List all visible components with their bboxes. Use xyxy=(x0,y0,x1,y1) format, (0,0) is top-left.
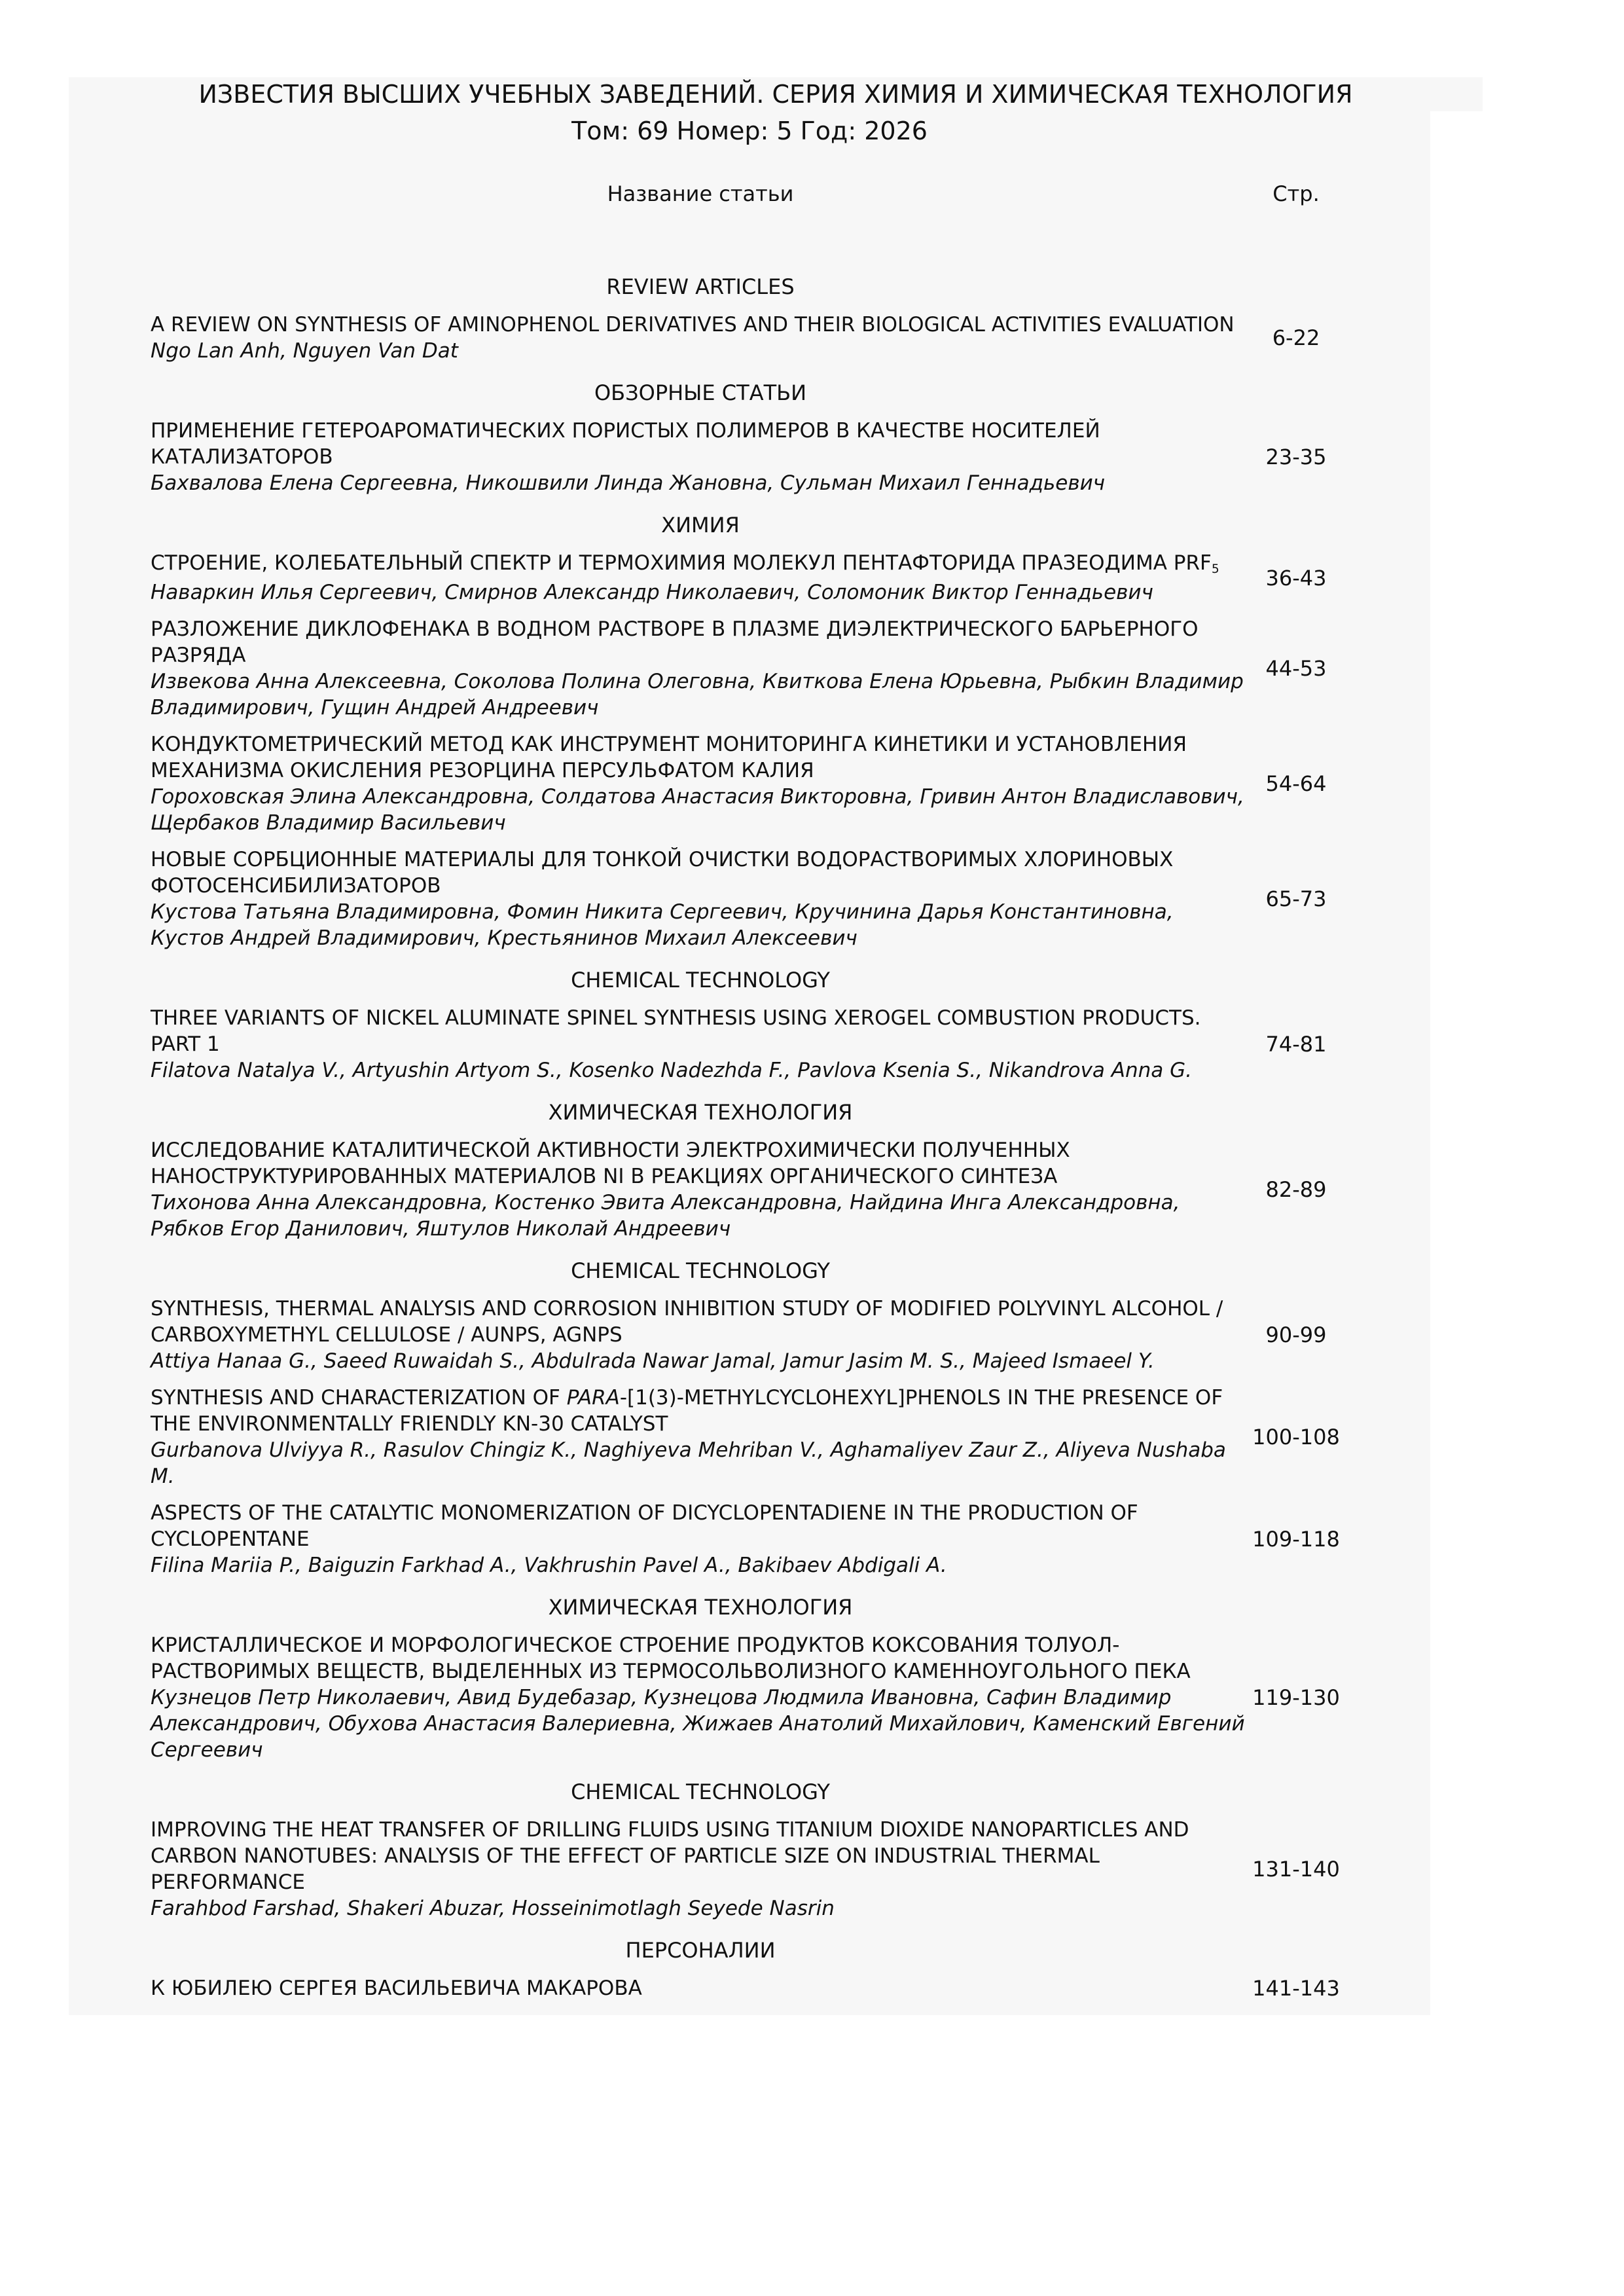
article-text xyxy=(151,1817,1250,1922)
article-authors: Извекова Анна Алексеевна, Соколова Полина Олеговна, Квиткова Елена Юрьевна, Рыбкин Владимир Владимирович, Гущин Андрей Андреевич xyxy=(151,670,1244,720)
article-pages: 54-64 xyxy=(1265,771,1327,796)
article-pages: 119-130 xyxy=(1252,1685,1340,1710)
section-heading: CHEMICAL TECHNOLOGY xyxy=(571,1258,830,1283)
article-pages: 65-73 xyxy=(1265,886,1327,911)
article-entry[interactable] xyxy=(151,1975,1342,2001)
article-title[interactable] xyxy=(151,550,1250,579)
article-pages: 131-140 xyxy=(1252,1857,1340,1882)
article-authors: Кузнецов Петр Николаевич, Авид Будебазар, Кузнецова Людмила Ивановна, Сафин Владимир Александрович, Обухова Анастасия Валериевна, Жижаев Анатолий Михайлович, Каменский Евгений Сергеевич xyxy=(151,1686,1245,1762)
section-heading: REVIEW ARTICLES xyxy=(606,274,795,299)
article-pages: 141-143 xyxy=(1252,1976,1340,2001)
article-authors: Gurbanova Ulviyya R., Rasulov Chingiz K., Naghiyeva Mehriban V., Aghamaliyev Zaur Z., Aliyeva Nushaba M. xyxy=(151,1438,1226,1488)
article-entry[interactable] xyxy=(151,1500,1342,1578)
article-title-text: КОНДУКТОМЕТРИЧЕСКИЙ МЕТОД КАК ИНСТРУМЕНТ МОНИТОРИНГА КИНЕТИКИ И УСТАНОВЛЕНИЯ МЕХАНИЗМА ОКИСЛЕНИЯ РЕЗОРЦИНА ПЕРСУЛЬФАТОМ КАЛИЯ xyxy=(151,733,1187,782)
article-text xyxy=(151,418,1250,496)
article-title-text: SYNTHESIS, THERMAL ANALYSIS AND CORROSION INHIBITION STUDY OF MODIFIED POLYVINYL ALCOHOL / CARBOXYMETHYL CELLULOSE / AUNPS, AGNPS xyxy=(151,1297,1223,1347)
section-heading: ХИМИЯ xyxy=(661,513,740,538)
article-entry[interactable] xyxy=(151,312,1342,364)
article-entry[interactable] xyxy=(151,1296,1342,1374)
article-pages: 82-89 xyxy=(1265,1177,1327,1202)
article-authors: Тихонова Анна Александровна, Костенко Эвита Александровна, Найдина Инга Александровна, Рябков Егор Данилович, Яштулов Николай Андреевич xyxy=(151,1191,1180,1241)
article-pages: 36-43 xyxy=(1265,565,1327,591)
article-authors: Attiya Hanaa G., Saeed Ruwaidah S., Abdulrada Nawar Jamal, Jamur Jasim M. S., Majeed Ismaeel Y. xyxy=(151,1349,1155,1373)
article-text xyxy=(151,731,1250,836)
article-entry[interactable] xyxy=(151,1137,1342,1242)
article-text xyxy=(151,1975,1250,2001)
article-text xyxy=(151,1632,1250,1763)
article-text xyxy=(151,1005,1250,1084)
article-pages: 6-22 xyxy=(1272,325,1320,350)
article-pages: 44-53 xyxy=(1265,656,1327,681)
article-title-subscript: 5 xyxy=(1211,562,1219,576)
article-title-text: THREE VARIANTS OF NICKEL ALUMINATE SPINEL SYNTHESIS USING XEROGEL COMBUSTION PRODUCTS. PART 1 xyxy=(151,1006,1201,1056)
article-entry[interactable] xyxy=(151,616,1342,721)
article-entry[interactable] xyxy=(151,418,1342,496)
article-text xyxy=(151,1137,1250,1242)
article-title[interactable] xyxy=(151,1385,1250,1437)
article-pages: 90-99 xyxy=(1265,1322,1327,1347)
article-text xyxy=(151,550,1250,606)
article-title[interactable] xyxy=(151,1975,1250,2001)
article-title[interactable] xyxy=(151,1817,1250,1895)
article-entry[interactable] xyxy=(151,1005,1342,1084)
article-authors: Farahbod Farshad, Shakeri Abuzar, Hosseinimotlagh Seyede Nasrin xyxy=(151,1897,835,1920)
article-authors: Filatova Natalya V., Artyushin Artyom S., Kosenko Nadezhda F., Pavlova Ksenia S., Nikandrova Anna G. xyxy=(151,1059,1192,1082)
article-title[interactable] xyxy=(151,1005,1250,1057)
article-title-text: ASPECTS OF THE CATALYTIC MONOMERIZATION OF DICYCLOPENTADIENE IN THE PRODUCTION OF CYCLOPENTANE xyxy=(151,1501,1138,1551)
article-entry[interactable] xyxy=(151,1385,1342,1489)
article-title-text: РАЗЛОЖЕНИЕ ДИКЛОФЕНАКА В ВОДНОМ РАСТВОРЕ В ПЛАЗМЕ ДИЭЛЕКТРИЧЕСКОГО БАРЬЕРНОГО РАЗРЯДА xyxy=(151,617,1199,667)
article-title[interactable] xyxy=(151,1137,1250,1190)
article-title-text: A REVIEW ON SYNTHESIS OF AMINOPHENOL DERIVATIVES AND THEIR BIOLOGICAL ACTIVITIES EVALUATION xyxy=(151,313,1235,337)
article-text xyxy=(151,312,1250,364)
article-title[interactable] xyxy=(151,1500,1250,1552)
article-text xyxy=(151,1385,1250,1489)
article-authors: Наваркин Илья Сергеевич, Смирнов Александр Николаевич, Соломоник Виктор Геннадьевич xyxy=(151,581,1153,604)
article-title-text: -[1(3)-METHYLCYCLOHEXYL]PHENOLS IN THE PRESENCE OF THE ENVIRONMENTALLY FRIENDLY KN-30 CATALYST xyxy=(151,1386,1223,1436)
article-title-text: СТРОЕНИЕ, КОЛЕБАТЕЛЬНЫЙ СПЕКТР И ТЕРМОХИМИЯ МОЛЕКУЛ ПЕНТАФТОРИДА ПРАЗЕОДИМА PRF xyxy=(151,551,1212,575)
article-title[interactable] xyxy=(151,616,1250,668)
column-header-page: Стр. xyxy=(1272,181,1320,206)
article-pages: 74-81 xyxy=(1265,1032,1327,1057)
article-title-text: К ЮБИЛЕЮ СЕРГЕЯ ВАСИЛЬЕВИЧА МАКАРОВА xyxy=(151,1977,642,2000)
article-text xyxy=(151,616,1250,721)
section-heading: ХИМИЧЕСКАЯ ТЕХНОЛОГИЯ xyxy=(548,1100,853,1125)
article-entry[interactable] xyxy=(151,1817,1342,1922)
table-of-contents xyxy=(151,268,1342,2012)
article-title-text: КРИСТАЛЛИЧЕСКОЕ И МОРФОЛОГИЧЕСКОЕ СТРОЕНИЕ ПРОДУКТОВ КОКСОВАНИЯ ТОЛУОЛ-РАСТВОРИМЫХ ВЕЩЕСТВ, ВЫДЕЛЕННЫХ ИЗ ТЕРМОСОЛЬВОЛИЗНОГО КАМЕННОУГОЛЬНОГО ПЕКА xyxy=(151,1633,1191,1683)
article-title[interactable] xyxy=(151,1296,1250,1348)
article-pages: 100-108 xyxy=(1252,1425,1340,1449)
article-title-text: ИССЛЕДОВАНИЕ КАТАЛИТИЧЕСКОЙ АКТИВНОСТИ ЭЛЕКТРОХИМИЧЕСКИ ПОЛУЧЕННЫХ НАНОСТРУКТУРИРОВАННЫХ МАТЕРИАЛОВ NI В РЕАКЦИЯХ ОРГАНИЧЕСКОГО СИНТЕЗА xyxy=(151,1139,1070,1188)
article-title[interactable] xyxy=(151,418,1250,470)
section-heading: CHEMICAL TECHNOLOGY xyxy=(571,968,830,993)
section-heading: ПЕРСОНАЛИИ xyxy=(625,1938,776,1963)
article-authors: Кустова Татьяна Владимировна, Фомин Никита Сергеевич, Кручинина Дарья Константиновна, Кустов Андрей Владимирович, Крестьянинов Михаил Алексеевич xyxy=(151,900,1174,950)
column-header-title: Название статьи xyxy=(607,181,794,206)
article-pages: 109-118 xyxy=(1252,1527,1340,1552)
article-entry[interactable] xyxy=(151,1632,1342,1763)
journal-title: ИЗВЕСТИЯ ВЫСШИХ УЧЕБНЫХ ЗАВЕДЕНИЙ. СЕРИЯ ХИМИЯ И ХИМИЧЕСКАЯ ТЕХНОЛОГИЯ xyxy=(198,80,1353,109)
article-entry[interactable] xyxy=(151,731,1342,836)
article-text xyxy=(151,1500,1250,1578)
article-title[interactable] xyxy=(151,1632,1250,1685)
article-text xyxy=(151,1296,1250,1374)
section-heading: CHEMICAL TECHNOLOGY xyxy=(571,1779,830,1804)
article-title[interactable] xyxy=(151,312,1250,338)
issue-info: Том: 69 Номер: 5 Год: 2026 xyxy=(571,117,928,145)
article-title-text: IMPROVING THE HEAT TRANSFER OF DRILLING FLUIDS USING TITANIUM DIOXIDE NANOPARTICLES AND CARBON NANOTUBES: ANALYSIS OF THE EFFECT OF PARTICLE SIZE ON INDUSTRIAL THERMAL PERFORMANCE xyxy=(151,1818,1189,1894)
article-entry[interactable] xyxy=(151,847,1342,951)
article-title-italic: PARA xyxy=(566,1386,620,1410)
article-title-text: ПРИМЕНЕНИЕ ГЕТЕРОАРОМАТИЧЕСКИХ ПОРИСТЫХ ПОЛИМЕРОВ В КАЧЕСТВЕ НОСИТЕЛЕЙ КАТАЛИЗАТОРОВ xyxy=(151,419,1100,469)
article-authors: Filina Mariia P., Baiguzin Farkhad A., Vakhrushin Pavel A., Bakibaev Abdigali A. xyxy=(151,1554,947,1577)
article-title[interactable] xyxy=(151,731,1250,784)
article-title[interactable] xyxy=(151,847,1250,899)
article-entry[interactable] xyxy=(151,550,1342,606)
article-text xyxy=(151,847,1250,951)
section-heading: ХИМИЧЕСКАЯ ТЕХНОЛОГИЯ xyxy=(548,1595,853,1620)
article-authors: Бахвалова Елена Сергеевна, Никошвили Линда Жановна, Сульман Михаил Геннадьевич xyxy=(151,471,1106,495)
article-authors: Гороховская Элина Александровна, Солдатова Анастасия Викторовна, Гривин Антон Владиславович, Щербаков Владимир Васильевич xyxy=(151,785,1244,835)
section-heading: ОБЗОРНЫЕ СТАТЬИ xyxy=(594,380,807,405)
article-pages: 23-35 xyxy=(1265,445,1327,469)
article-authors: Ngo Lan Anh, Nguyen Van Dat xyxy=(151,339,458,363)
article-title-prefix: SYNTHESIS AND CHARACTERIZATION OF xyxy=(151,1386,567,1410)
article-title-text: НОВЫЕ СОРБЦИОННЫЕ МАТЕРИАЛЫ ДЛЯ ТОНКОЙ ОЧИСТКИ ВОДОРАСТВОРИМЫХ ХЛОРИНОВЫХ ФОТОСЕНСИБИЛИЗАТОРОВ xyxy=(151,848,1174,898)
